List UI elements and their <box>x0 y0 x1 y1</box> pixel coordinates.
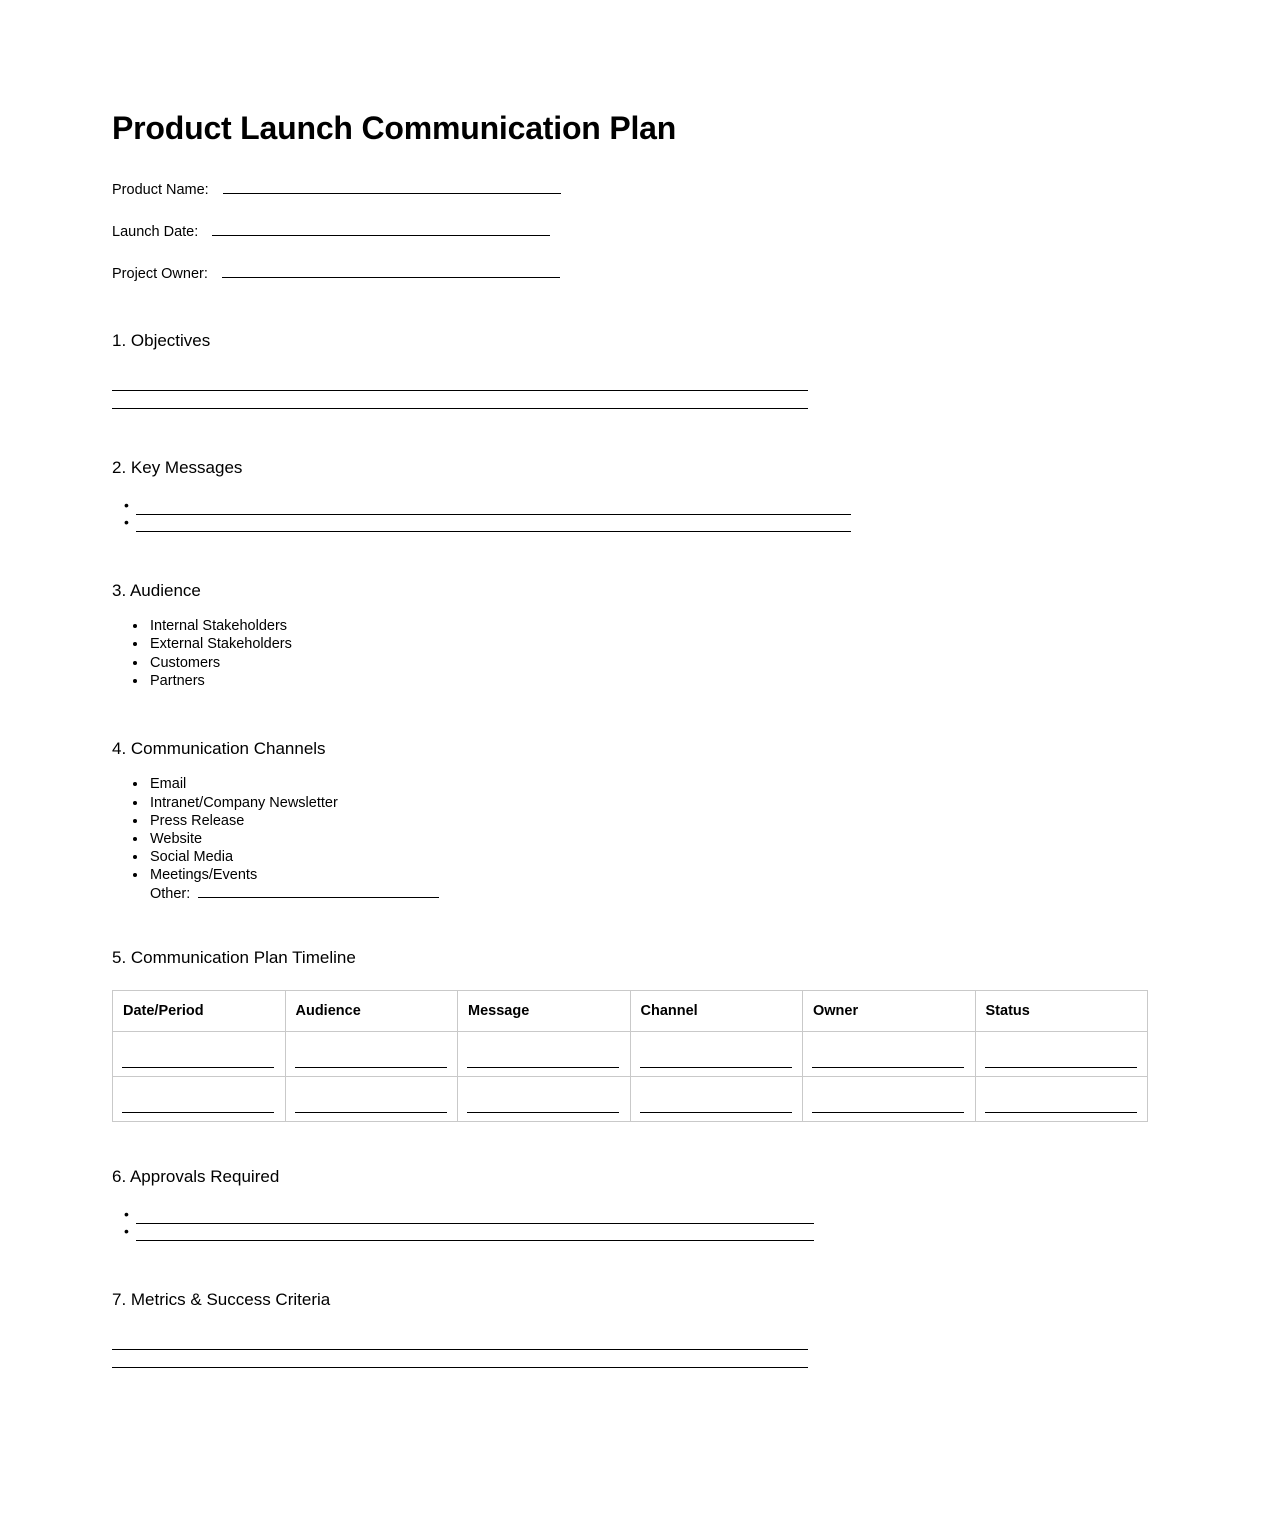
section-heading-audience: 3. Audience <box>112 580 201 600</box>
table-cell-audience[interactable] <box>285 1032 458 1077</box>
list-item: • Customers <box>148 654 1263 672</box>
key-messages-list <box>112 498 1263 532</box>
audience-list <box>112 617 1263 690</box>
table-cell-owner[interactable] <box>803 1077 976 1122</box>
list-item: • Partners <box>148 672 1263 690</box>
list-item: • Intranet/Company Newsletter <box>148 794 1263 812</box>
column-header-owner: Owner <box>803 991 976 1032</box>
timeline-table-header <box>113 991 1148 1032</box>
table-cell-status[interactable] <box>975 1077 1148 1122</box>
project-owner-field <box>112 266 1263 282</box>
table-cell-message[interactable] <box>458 1032 631 1077</box>
cell-input-blank[interactable] <box>812 1067 964 1068</box>
cell-input-blank[interactable] <box>985 1112 1137 1113</box>
key-messages-input-2[interactable] <box>136 514 851 532</box>
approvals-input-1[interactable] <box>136 1206 814 1224</box>
list-item: • Meetings/Events <box>148 866 1263 884</box>
communication-channels-list <box>112 775 1263 902</box>
table-cell-audience[interactable] <box>285 1077 458 1122</box>
key-messages-item <box>112 498 1263 515</box>
list-item: • Email <box>148 775 1263 793</box>
cell-input-blank[interactable] <box>122 1112 274 1113</box>
section-heading-timeline: 5. Communication Plan Timeline <box>112 947 356 967</box>
approvals-item <box>112 1207 1263 1224</box>
section-heading-metrics: 7. Metrics & Success Criteria <box>112 1289 331 1309</box>
metrics-line-1[interactable] <box>112 1332 808 1350</box>
cell-input-blank[interactable] <box>467 1067 619 1068</box>
product-name-input[interactable] <box>223 182 561 194</box>
list-item: • Social Media <box>148 848 1263 866</box>
product-name-field <box>112 182 1263 198</box>
key-messages-input-1[interactable] <box>136 497 851 515</box>
bullet-icon: • <box>124 513 129 530</box>
cell-input-blank[interactable] <box>812 1112 964 1113</box>
product-name-label: Product Name: <box>112 182 209 198</box>
other-channel-input[interactable] <box>198 885 439 898</box>
cell-input-blank[interactable] <box>640 1067 792 1068</box>
bullet-icon: • <box>124 1222 129 1239</box>
approvals-list <box>112 1207 1263 1241</box>
column-header-date-period: Date/Period <box>113 991 286 1032</box>
key-messages-item <box>112 515 1263 532</box>
table-row <box>113 1032 1148 1077</box>
other-label: Other: <box>150 885 191 902</box>
page-title: Product Launch Communication Plan <box>112 110 677 146</box>
table-cell-date-period[interactable] <box>113 1032 286 1077</box>
objectives-write-area <box>112 373 1263 409</box>
approvals-input-2[interactable] <box>136 1223 814 1241</box>
section-heading-objectives: 1. Objectives <box>112 331 211 350</box>
cell-input-blank[interactable] <box>295 1112 447 1113</box>
list-item: • Press Release <box>148 812 1263 830</box>
bullet-icon: • <box>124 496 129 513</box>
meta-fields <box>112 182 1263 282</box>
table-cell-owner[interactable] <box>803 1032 976 1077</box>
table-header-row <box>113 991 1148 1032</box>
timeline-table-body <box>113 1032 1148 1122</box>
column-header-channel: Channel <box>630 991 803 1032</box>
cell-input-blank[interactable] <box>467 1112 619 1113</box>
column-header-status: Status <box>975 991 1148 1032</box>
bullet-icon: • <box>124 1205 129 1222</box>
launch-date-field <box>112 224 1263 240</box>
cell-input-blank[interactable] <box>985 1067 1137 1068</box>
cell-input-blank[interactable] <box>122 1067 274 1068</box>
metrics-write-area <box>112 1332 1263 1368</box>
timeline-table <box>112 990 1148 1122</box>
list-item-other <box>148 885 1263 903</box>
table-cell-status[interactable] <box>975 1032 1148 1077</box>
section-heading-key-messages: 2. Key Messages <box>112 458 243 478</box>
project-owner-input[interactable] <box>222 266 560 278</box>
table-cell-channel[interactable] <box>630 1077 803 1122</box>
launch-date-input[interactable] <box>212 224 550 236</box>
table-cell-channel[interactable] <box>630 1032 803 1077</box>
table-cell-message[interactable] <box>458 1077 631 1122</box>
launch-date-label: Launch Date: <box>112 224 199 240</box>
cell-input-blank[interactable] <box>295 1067 447 1068</box>
cell-input-blank[interactable] <box>640 1112 792 1113</box>
project-owner-label: Project Owner: <box>112 266 208 282</box>
column-header-audience: Audience <box>285 991 458 1032</box>
list-item: • External Stakeholders <box>148 635 1263 653</box>
approvals-item <box>112 1224 1263 1241</box>
metrics-line-2[interactable] <box>112 1350 808 1368</box>
list-item: • Internal Stakeholders <box>148 617 1263 635</box>
section-heading-approvals: 6. Approvals Required <box>112 1167 280 1187</box>
objectives-line-1[interactable] <box>112 373 808 391</box>
objectives-line-2[interactable] <box>112 391 808 409</box>
table-row <box>113 1077 1148 1122</box>
section-heading-communication-channels: 4. Communication Channels <box>112 738 326 758</box>
column-header-message: Message <box>458 991 631 1032</box>
list-item: • Website <box>148 830 1263 848</box>
table-cell-date-period[interactable] <box>113 1077 286 1122</box>
